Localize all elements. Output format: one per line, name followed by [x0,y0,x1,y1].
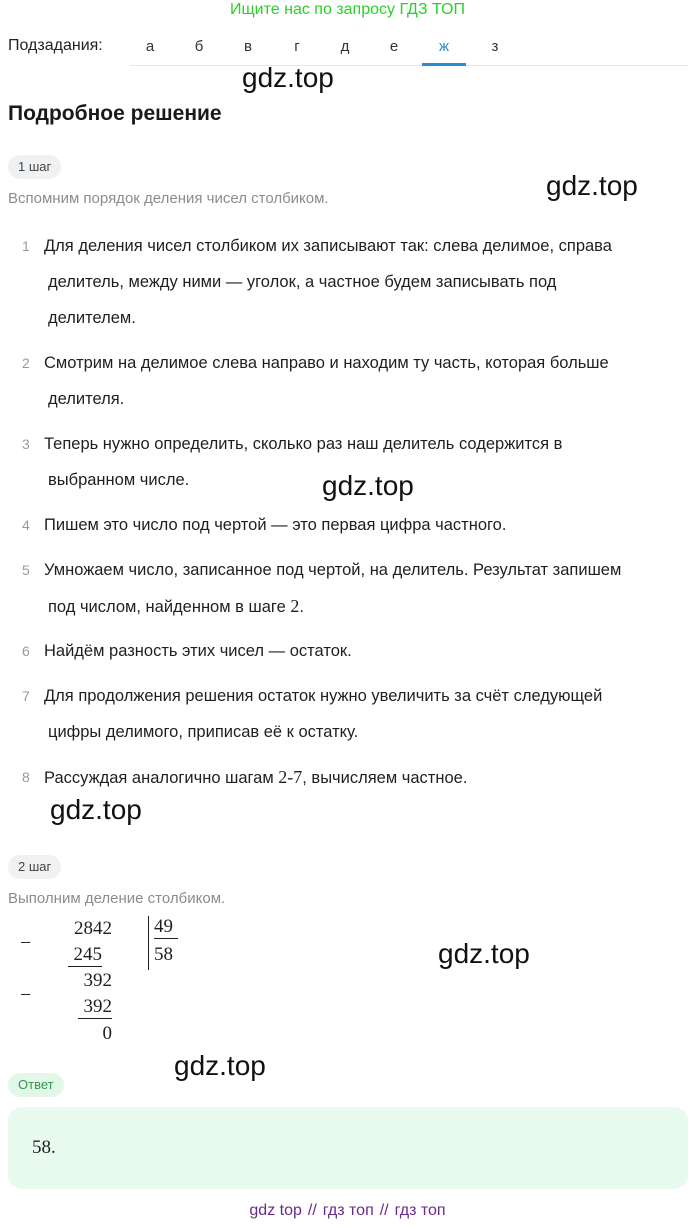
watermark: gdz.top [50,794,142,825]
watermark: gdz.top [174,1050,266,1081]
list-number: 7 [22,688,30,704]
step-description: Выполним деление столбиком. [8,890,226,907]
list-number: 4 [22,517,30,533]
subtrahend-1: 245 [68,944,102,967]
list-text: Рассуждая аналогично шагам [44,769,279,787]
footer-link[interactable]: гдз топ [394,1202,446,1219]
list-number: 2 [22,355,30,371]
footer-link[interactable]: гдз топ [322,1202,374,1219]
watermark: gdz.top [546,170,638,201]
remainder-1: 392 [83,970,112,991]
subtask-tab-g[interactable]: г [294,38,300,55]
subtask-tab-e[interactable]: е [389,38,399,55]
answer-box [8,1107,688,1189]
quotient: 58 [154,944,173,965]
long-division [16,914,216,1054]
list-text: цифры делимого, приписав её к остатку. [48,723,359,741]
minus-sign: − [20,984,32,1006]
answer-badge: Ответ [8,1073,64,1097]
list-text: делителя. [48,390,125,408]
list-text: . [299,598,304,616]
list-text: делитель, между ними — уголок, а частное будем записывать под [48,273,557,291]
list-number: 8 [22,769,30,785]
subtask-tab-a[interactable]: а [145,38,155,55]
list-text: Теперь нужно определить, сколько раз наш делитель содержится в [44,435,563,453]
list-text: Смотрим на делимое слева направо и находим ту часть, которая больше [44,354,609,372]
subtask-tab-v[interactable]: в [244,38,252,55]
list-number: 3 [22,436,30,452]
subtasks-nav [8,36,688,66]
list-number: 5 [22,562,30,578]
subtasks-divider [130,65,688,66]
list-text: Для продолжения решения остаток нужно увеличить за счёт следующей [44,687,603,705]
dividend: 2842 [74,918,112,939]
list-text: выбранном числе. [48,471,190,489]
search-banner: Ищите нас по запросу ГДЗ ТОП [230,1,465,18]
list-number: 1 [22,238,30,254]
list-text: делителем. [48,309,136,327]
subtrahend-2: 392 [78,996,112,1019]
minus-sign: − [20,932,32,954]
final-remainder: 0 [102,1023,112,1044]
answer-value: 58. [32,1137,56,1158]
list-text: под числом, найденном в шаге [48,598,291,616]
footer-separator: // [379,1202,389,1219]
subtask-tab-zh[interactable]: ж [429,38,459,55]
subtasks-label: Подзадания: [8,37,103,54]
subtask-tab-b[interactable]: б [194,38,204,55]
list-text: Для деления чисел столбиком их записывают так: слева делимое, справа [44,237,612,255]
step-badge: 2 шаг [8,855,61,879]
list-text: Умножаем число, записанное под чертой, на делитель. Результат запишем [44,561,622,579]
list-text: , вычисляем частное. [302,769,468,787]
footer-links [0,1202,695,1220]
page-title: Подробное решение [8,102,222,125]
step-badge: 1 шаг [8,155,61,179]
divisor: 49 [154,916,178,939]
footer-link[interactable]: gdz top [249,1202,302,1219]
math-value: 2 [290,596,300,616]
list-number: 6 [22,643,30,659]
step-description: Вспомним порядок деления чисел столбиком. [8,190,329,207]
watermark: gdz.top [322,470,414,501]
math-value: 2-7 [278,767,303,787]
footer-separator: // [307,1202,317,1219]
list-text: Пишем это число под чертой — это первая цифра частного. [44,516,507,534]
subtask-tab-d[interactable]: д [340,38,350,55]
subtask-tab-z[interactable]: з [491,38,499,55]
list-text: Найдём разность этих чисел — остаток. [44,642,352,660]
division-bracket [148,916,149,970]
watermark: gdz.top [438,938,530,969]
watermark: gdz.top [242,62,334,93]
